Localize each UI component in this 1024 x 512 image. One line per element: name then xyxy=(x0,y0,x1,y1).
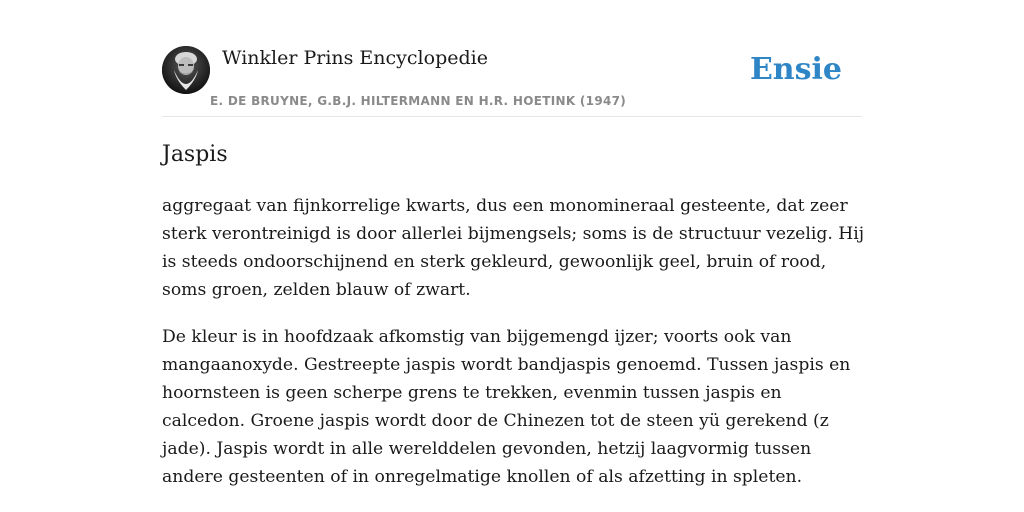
publication-authors: E. DE BRUYNE, G.B.J. HILTERMANN EN H.R. HOETINK (1947) xyxy=(210,94,627,108)
article-paragraph: De kleur is in hoofdzaak afkomstig van bijgemengd ijzer; voorts ook van mangaanoxyde. Gestreepte jaspis wordt bandjaspis genoemd. Tussen jaspis en hoornsteen is geen scherpe grens te trekken, evenmin tussen jaspis en calcedon. Groene jaspis wordt door de Chinezen tot de steen yü gerekend (z jade). Jaspis wordt in alle werelddelen gevonden, hetzij laagvormig tussen andere gesteenten of in onregelmatige knollen of als afzetting in spleten. xyxy=(162,327,851,487)
article-body xyxy=(162,192,866,510)
publication-title[interactable]: Winkler Prins Encyclopedie xyxy=(222,47,488,69)
portrait-photo-icon xyxy=(162,46,210,94)
article-paragraph: aggregaat van fijnkorrelige kwarts, dus een monomineraal gesteente, dat zeer sterk verontreinigd is door allerlei bijmengsels; soms is de structuur vezelig. Hij is steeds ondoorschijnend en sterk gekleurd, gewoonlijk geel, bruin of rood, soms groen, zelden blauw of zwart. xyxy=(162,196,865,300)
brand-logo[interactable]: Ensie xyxy=(749,52,842,87)
header xyxy=(162,46,862,117)
avatar[interactable] xyxy=(162,46,210,94)
article-title: Jaspis xyxy=(162,142,228,167)
